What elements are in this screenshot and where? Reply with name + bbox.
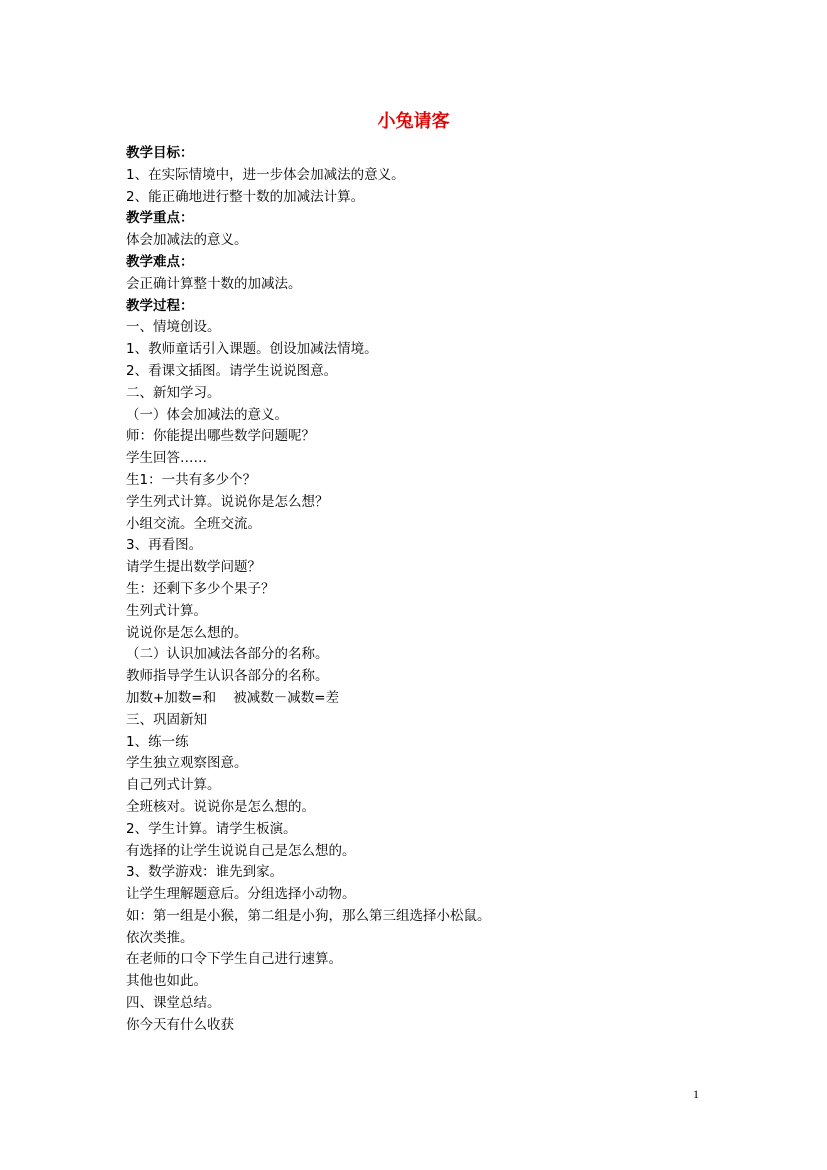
text-line: 依次类推。 <box>126 929 194 946</box>
text-line: 体会加减法的意义。 <box>126 232 248 249</box>
text-line: （二）认识加减法各部分的名称。 <box>126 646 329 663</box>
text-line: 小组交流。全班交流。 <box>126 515 261 532</box>
text-line: 学生回答…… <box>126 450 207 467</box>
text-line: 加数+加数=和 被减数－减数=差 <box>126 689 340 706</box>
text-line: 3、数学游戏：谁先到家。 <box>126 864 284 881</box>
text-line: 学生独立观察图意。 <box>126 755 248 772</box>
text-line: 师：你能提出哪些数学问题呢？ <box>126 428 315 445</box>
text-line: 让学生理解题意后。分组选择小动物。 <box>126 886 356 903</box>
page-title: 小兔请客 <box>377 111 450 132</box>
text-line: 1、在实际情境中，进一步体会加减法的意义。 <box>126 166 405 183</box>
text-line: 二、新知学习。 <box>126 384 221 401</box>
text-line: 学生列式计算。说说你是怎么想？ <box>126 493 329 510</box>
text-line: 生1：一共有多少个？ <box>126 471 257 488</box>
text-line: 3、再看图。 <box>126 537 203 554</box>
text-line: 全班核对。说说你是怎么想的。 <box>126 798 315 815</box>
text-line: 其他也如此。 <box>126 973 207 990</box>
section-heading: 教学重点： <box>126 210 194 227</box>
text-line: 三、巩固新知 <box>126 711 207 728</box>
text-line: 生：还剩下多少个果子？ <box>126 580 275 597</box>
text-line: 自己列式计算。 <box>126 777 221 794</box>
text-line: 1、练一练 <box>126 733 189 750</box>
text-line: 说说你是怎么想的。 <box>126 624 248 641</box>
text-line: （一）体会加减法的意义。 <box>126 406 288 423</box>
text-line: 四、课堂总结。 <box>126 995 221 1012</box>
text-line: 请学生提出数学问题？ <box>126 559 261 576</box>
text-line: 2、学生计算。请学生板演。 <box>126 820 297 837</box>
text-line: 会正确计算整十数的加减法。 <box>126 275 302 292</box>
section-heading: 教学过程： <box>126 297 194 314</box>
text-line: 教师指导学生认识各部分的名称。 <box>126 668 329 685</box>
text-line: 有选择的让学生说说自己是怎么想的。 <box>126 842 356 859</box>
text-line: 如：第一组是小猴，第二组是小狗，那么第三组选择小松鼠。 <box>126 907 491 924</box>
text-line: 你今天有什么收获 <box>126 1016 234 1033</box>
text-line: 1、教师童话引入课题。创设加减法情境。 <box>126 341 378 358</box>
text-line: 一、情境创设。 <box>126 319 221 336</box>
text-line: 在老师的口令下学生自己进行速算。 <box>126 951 342 968</box>
text-line: 2、能正确地进行整十数的加减法计算。 <box>126 188 365 205</box>
text-line: 2、看课文插图。请学生说说图意。 <box>126 362 338 379</box>
document-body <box>126 143 726 1037</box>
section-heading: 教学目标： <box>126 145 194 161</box>
section-heading: 教学难点： <box>126 253 194 270</box>
text-line: 生列式计算。 <box>126 602 207 619</box>
page-number: 1 <box>693 1087 699 1101</box>
